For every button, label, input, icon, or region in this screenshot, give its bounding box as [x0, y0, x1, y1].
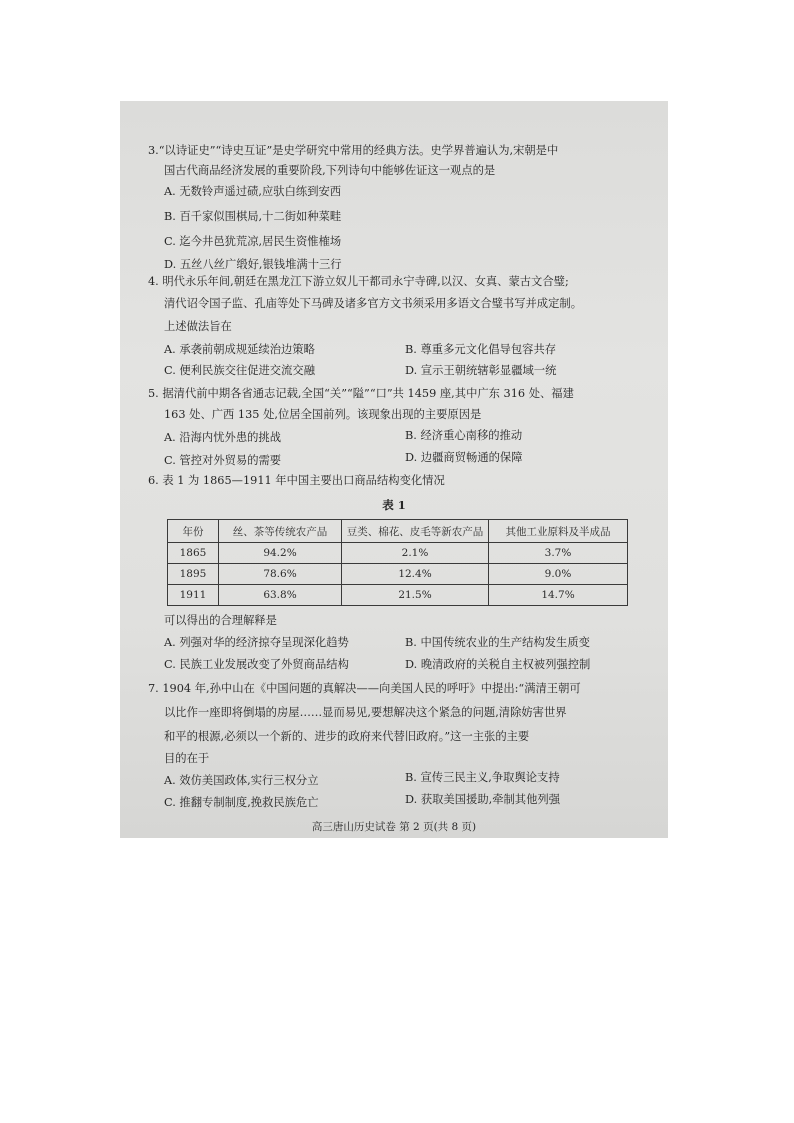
table-cell: 2.1%	[342, 543, 489, 564]
page-footer: 高三唐山历史试卷 第 2 页(共 8 页)	[311, 821, 477, 833]
table-cell-year: 1911	[168, 585, 219, 606]
q6-option-a: A. 列强对华的经济掠夺呈现深化趋势	[164, 636, 349, 649]
q7-stem-line-3: 和平的根源,必须以一个新的、进步的政府来代替旧政府。”这一主张的主要	[164, 730, 530, 743]
q7-option-a: A. 效仿美国政体,实行三权分立	[164, 774, 319, 787]
q7-stem-line-4: 目的在于	[164, 752, 210, 765]
table-cell-year: 1865	[168, 543, 219, 564]
q5-option-d: D. 边疆商贸畅通的保障	[405, 451, 523, 464]
q3-option-c: C. 迄今井邑犹荒凉,居民生资惟榷场	[164, 235, 342, 248]
export-structure-table	[167, 519, 628, 606]
table-title: 表 1	[382, 498, 406, 512]
q5-option-c: C. 管控对外贸易的需要	[164, 454, 282, 467]
q4-stem-line-3: 上述做法旨在	[164, 320, 232, 333]
q6-stem: 6. 表 1 为 1865—1911 年中国主要出口商品结构变化情况	[148, 474, 445, 487]
table-cell: 78.6%	[219, 564, 342, 585]
table-row	[168, 564, 628, 585]
table-cell: 63.8%	[219, 585, 342, 606]
q5-option-b: B. 经济重心南移的推动	[405, 429, 523, 442]
q4-option-a: A. 承袭前朝成规延续治边策略	[164, 343, 315, 356]
table-cell: 21.5%	[342, 585, 489, 606]
q5-stem-line-2: 163 处、广西 135 处,位居全国前列。该现象出现的主要原因是	[164, 408, 482, 421]
table-header-cell: 豆类、棉花、皮毛等新农产品	[342, 520, 489, 543]
q4-stem-line-1: 4. 明代永乐年间,朝廷在黑龙江下游立奴儿干都司永宁寺碑,以汉、女真、蒙古文合璧;	[148, 275, 569, 288]
table-header-cell: 其他工业原料及半成品	[489, 520, 628, 543]
table-header-cell: 丝、茶等传统农产品	[219, 520, 342, 543]
table-cell: 94.2%	[219, 543, 342, 564]
table-header-row	[168, 520, 628, 543]
q6-followup: 可以得出的合理解释是	[164, 614, 277, 627]
table-row	[168, 585, 628, 606]
table-cell-year: 1895	[168, 564, 219, 585]
q4-option-c: C. 便利民族交往促进交流交融	[164, 364, 315, 377]
q7-stem-line-2: 以比作一座即将倒塌的房屋……显而易见,要想解决这个紧急的问题,清除妨害世界	[164, 706, 567, 719]
q5-option-a: A. 沿海内忧外患的挑战	[164, 431, 282, 444]
q3-option-d: D. 五丝八丝广缎好,银钱堆满十三行	[164, 258, 342, 271]
q3-stem-line-2: 国古代商品经济发展的重要阶段,下列诗句中能够佐证这一观点的是	[164, 164, 496, 177]
q4-stem-line-2: 清代诏令国子监、孔庙等处下马碑及诸多官方文书须采用多语文合璧书写并成定制。	[164, 297, 582, 310]
q5-stem-line-1: 5. 据清代前中期各省通志记载,全国“关”“隘”“口”共 1459 座,其中广东 316 处、福建	[148, 387, 574, 400]
table-cell: 14.7%	[489, 585, 628, 606]
q3-option-a: A. 无数铃声遥过碛,应驮白练到安西	[164, 185, 342, 198]
q7-option-c: C. 推翻专制制度,挽救民族危亡	[164, 796, 319, 809]
table-header-cell: 年份	[168, 520, 219, 543]
table-cell: 12.4%	[342, 564, 489, 585]
q6-option-d: D. 晚清政府的关税自主权被列强控制	[405, 658, 591, 671]
table-row	[168, 543, 628, 564]
table-cell: 9.0%	[489, 564, 628, 585]
q3-stem-line-1: 3.“以诗证史”“诗史互证”是史学研究中常用的经典方法。史学界普遍认为,宋朝是中	[148, 144, 559, 157]
exam-page-photo	[120, 101, 668, 838]
table-cell: 3.7%	[489, 543, 628, 564]
q7-stem-line-1: 7. 1904 年,孙中山在《中国问题的真解决——向美国人民的呼吁》中提出:“满清王朝可	[148, 682, 581, 695]
q7-option-b: B. 宣传三民主义,争取舆论支持	[405, 771, 560, 784]
q4-option-b: B. 尊重多元文化倡导包容共存	[405, 343, 557, 356]
q4-option-d: D. 宣示王朝统辖彰显疆域一统	[405, 364, 557, 377]
q6-option-c: C. 民族工业发展改变了外贸商品结构	[164, 658, 349, 671]
q6-option-b: B. 中国传统农业的生产结构发生质变	[405, 636, 590, 649]
q3-option-b: B. 百千家似围棋局,十二街如种菜畦	[164, 210, 342, 223]
q7-option-d: D. 获取美国援助,牵制其他列强	[405, 793, 560, 806]
